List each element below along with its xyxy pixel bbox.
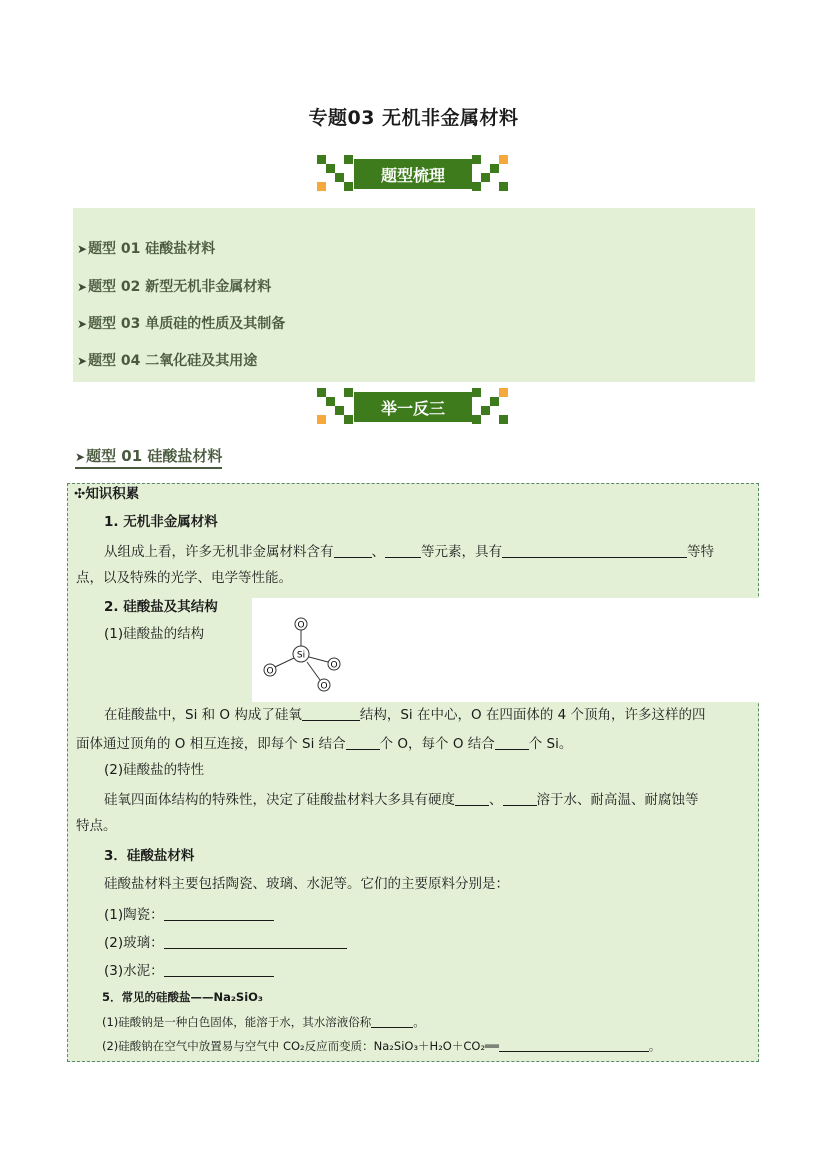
s2-para2: 面体通过顶角的 O 相互连接，即每个 Si 结合 个 O，每个 O 结合 个 Si。 — [76, 736, 573, 752]
silicon-label: Si — [296, 650, 306, 661]
s1-line2: 点，以及特殊的光学、电学等性能。 — [76, 570, 292, 586]
toc-item[interactable]: ➤题型 01 硅酸盐材料 — [77, 241, 216, 257]
s3-item-ceramics: (1)陶瓷： — [104, 907, 274, 923]
oxygen-label: O — [320, 681, 328, 692]
chevron-right-icon: ➤ — [77, 280, 88, 294]
oxygen-label: O — [297, 620, 305, 631]
diamond-icon: ✣ — [74, 486, 86, 502]
banner-label: 题型梳理 — [354, 159, 472, 189]
blank[interactable] — [164, 907, 274, 921]
blank[interactable] — [334, 544, 372, 558]
toc-item[interactable]: ➤题型 02 新型无机非金属材料 — [77, 279, 272, 295]
s2-title: 2. 硅酸盐及其结构 — [104, 599, 218, 615]
blank[interactable] — [499, 1040, 649, 1052]
banner-question-types — [317, 155, 508, 193]
oxygen-label: O — [266, 666, 274, 677]
s2-sub2: (2)硅酸盐的特性 — [104, 762, 205, 778]
blank[interactable] — [455, 792, 489, 806]
banner-label: 举一反三 — [354, 392, 472, 422]
toc-item[interactable]: ➤题型 04 二氧化硅及其用途 — [77, 353, 258, 369]
blank[interactable] — [164, 963, 274, 977]
silicate-tetrahedron-diagram — [258, 612, 348, 696]
s5-line2: (2)硅酸钠在空气中放置易与空气中 CO₂反应而变质：Na₂SiO₃＋H₂O＋CO₂══ 。 — [102, 1039, 661, 1053]
s2-para4: 特点。 — [76, 818, 117, 834]
s2-sub1: (1)硅酸盐的结构 — [104, 626, 205, 642]
chevron-right-icon: ➤ — [77, 354, 88, 368]
knowledge-header: ✣知识积累 — [74, 486, 140, 502]
blank[interactable] — [503, 792, 537, 806]
s3-title: 3．硅酸盐材料 — [104, 848, 195, 864]
s5-title: 5．常见的硅酸盐——Na₂SiO₃ — [102, 990, 263, 1004]
section-heading: ➤题型 01 硅酸盐材料 — [75, 445, 222, 469]
s1-line1: 从组成上看，许多无机非金属材料含有 、 等元素，具有 等特 — [104, 544, 714, 560]
toc-item[interactable]: ➤题型 03 单质硅的性质及其制备 — [77, 316, 286, 332]
blank[interactable] — [346, 736, 380, 750]
page-title: 专题03 无机非金属材料 — [308, 107, 519, 129]
blank[interactable] — [385, 544, 421, 558]
blank[interactable] — [164, 935, 347, 949]
chevron-right-icon: ➤ — [75, 450, 86, 464]
banner-practice — [317, 388, 508, 426]
toc-panel — [73, 208, 755, 382]
chevron-right-icon: ➤ — [77, 317, 88, 331]
blank[interactable] — [502, 544, 687, 558]
s2-para3: 硅氧四面体结构的特殊性，决定了硅酸盐材料大多具有硬度 、 溶于水、耐高温、耐腐蚀等 — [104, 792, 699, 808]
s5-line1: (1)硅酸钠是一种白色固体，能溶于水，其水溶液俗称 。 — [102, 1015, 425, 1029]
blank[interactable] — [302, 707, 360, 721]
s3-intro: 硅酸盐材料主要包括陶瓷、玻璃、水泥等。它们的主要原料分别是： — [104, 876, 509, 892]
s2-para1: 在硅酸盐中，Si 和 O 构成了硅氧 结构，Si 在中心，O 在四面体的 4 个顶角，许多这样的四 — [104, 707, 706, 723]
oxygen-label: O — [330, 660, 338, 671]
s3-item-glass: (2)玻璃： — [104, 935, 347, 951]
blank[interactable] — [371, 1016, 413, 1028]
s3-item-cement: (3)水泥： — [104, 963, 274, 979]
s1-title: 1. 无机非金属材料 — [104, 514, 218, 530]
blank[interactable] — [495, 736, 529, 750]
chevron-right-icon: ➤ — [77, 242, 88, 256]
